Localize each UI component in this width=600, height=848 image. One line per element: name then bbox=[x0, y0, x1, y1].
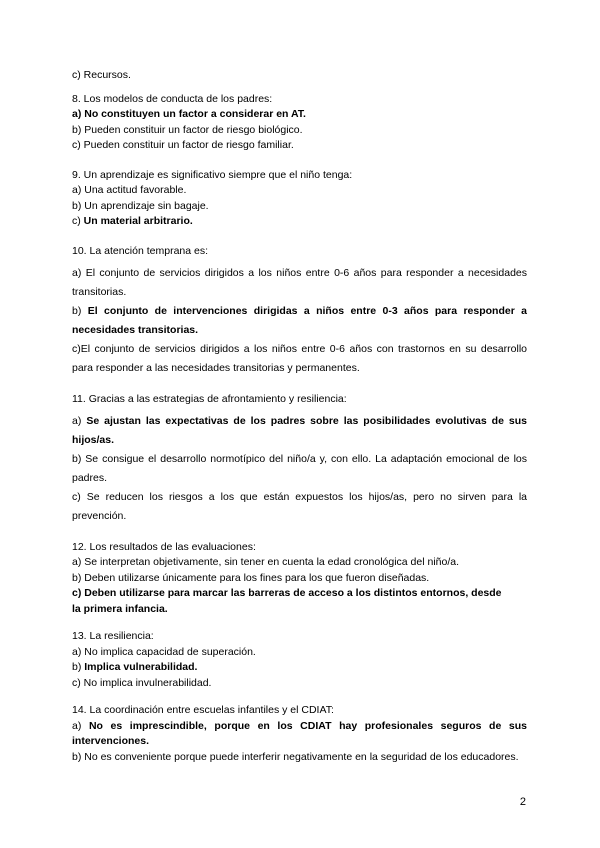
question-13-option-b-answer: Implica vulnerabilidad. bbox=[84, 661, 198, 673]
q7-option-c: c) Recursos. bbox=[72, 69, 131, 81]
question-11-option-b: b) Se consigue el desarrollo normotípico del niño/a y, con ello. La adaptación emocional de los padres. bbox=[72, 452, 527, 484]
question-11-option-a-answer: Se ajustan las expectativas de los padres sobre las posibilidades evolutivas de sus hijos/as. bbox=[72, 414, 527, 446]
document-body bbox=[72, 68, 527, 765]
question-10-option-a: a) El conjunto de servicios dirigidos a los niños entre 0-6 años para responder a necesidades transitorias. bbox=[72, 267, 527, 298]
question-9-option-b: b) Un aprendizaje sin bagaje. bbox=[72, 199, 209, 212]
question-10-option-b bbox=[72, 302, 527, 340]
question-14 bbox=[72, 703, 527, 765]
question-8 bbox=[72, 92, 527, 154]
question-10-text: 10. La atención temprana es: bbox=[72, 244, 209, 257]
question-11 bbox=[72, 392, 527, 526]
question-11-text: 11. Gracias a las estrategias de afrontamiento y resiliencia: bbox=[72, 393, 347, 405]
page-number: 2 bbox=[519, 796, 526, 808]
question-13 bbox=[72, 629, 527, 691]
question-14-option-b: b) No es conveniente porque puede interferir negativamente en la seguridad de los educadores. bbox=[72, 750, 519, 763]
question-9-option-c-answer: Un material arbitrario. bbox=[83, 215, 193, 227]
question-13-text: 13. La resiliencia: bbox=[72, 630, 154, 642]
question-12-text: 12. Los resultados de las evaluaciones: bbox=[72, 540, 256, 553]
question-14-option-a-prefix: a) bbox=[72, 719, 89, 732]
question-9-text: 9. Un aprendizaje es significativo siempre que el niño tenga: bbox=[72, 168, 353, 181]
question-10 bbox=[72, 244, 527, 379]
question-14-text: 14. La coordinación entre escuelas infantiles y el CDIAT: bbox=[72, 704, 334, 716]
question-11-option-a-prefix: a) bbox=[72, 414, 87, 427]
question-9-option-c-prefix: c) bbox=[72, 215, 84, 227]
question-8-option-c: c) Pueden constituir un factor de riesgo familiar. bbox=[72, 139, 294, 151]
question-13-option-b-prefix: b) bbox=[72, 661, 85, 673]
question-8-option-b: b) Pueden constituir un factor de riesgo biológico. bbox=[72, 123, 303, 136]
question-9 bbox=[72, 168, 527, 230]
question-13-option-a: a) No implica capacidad de superación. bbox=[72, 645, 256, 658]
question-9-option-c bbox=[72, 214, 527, 230]
question-14-option-a-answer: No es imprescindible, porque en los CDIAT hay profesionales seguros de sus intervenciones. bbox=[72, 719, 527, 747]
question-8-option-a: a) No constituyen un factor a considerar en AT. bbox=[72, 108, 306, 120]
question-14-option-a bbox=[72, 719, 527, 750]
question-10-option-b-answer: El conjunto de intervenciones dirigidas a niños entre 0-3 años para responder a necesidades transitorias. bbox=[72, 305, 527, 336]
question-11-option-a bbox=[72, 412, 527, 450]
question-12-option-c-line-1: c) Deben utilizarse para marcar las barreras de acceso a los distintos entornos, desde bbox=[72, 587, 502, 599]
question-12-option-b: b) Deben utilizarse únicamente para los fines para los que fueron diseñadas. bbox=[72, 571, 430, 584]
question-10-option-b-prefix: b) bbox=[72, 305, 88, 317]
question-10-option-c: c)El conjunto de servicios dirigidos a los niños entre 0-6 años con trastornos en su desarrollo para responder a las necesidades transitorias y permanentes. bbox=[72, 343, 527, 374]
question-12-option-c-line-2: la primera infancia. bbox=[72, 602, 168, 615]
question-8-text: 8. Los modelos de conducta de los padres: bbox=[72, 92, 273, 105]
question-9-option-a: a) Una actitud favorable. bbox=[72, 184, 187, 196]
question-12 bbox=[72, 540, 527, 618]
question-13-option-b bbox=[72, 660, 527, 676]
question-12-option-a: a) Se interpretan objetivamente, sin tener en cuenta la edad cronológica del niño/a. bbox=[72, 556, 460, 568]
question-11-option-c: c) Se reducen los riesgos a los que están expuestos los hijos/as, pero no sirven para la prevención. bbox=[72, 490, 527, 522]
question-13-option-c: c) No implica invulnerabilidad. bbox=[72, 676, 212, 689]
